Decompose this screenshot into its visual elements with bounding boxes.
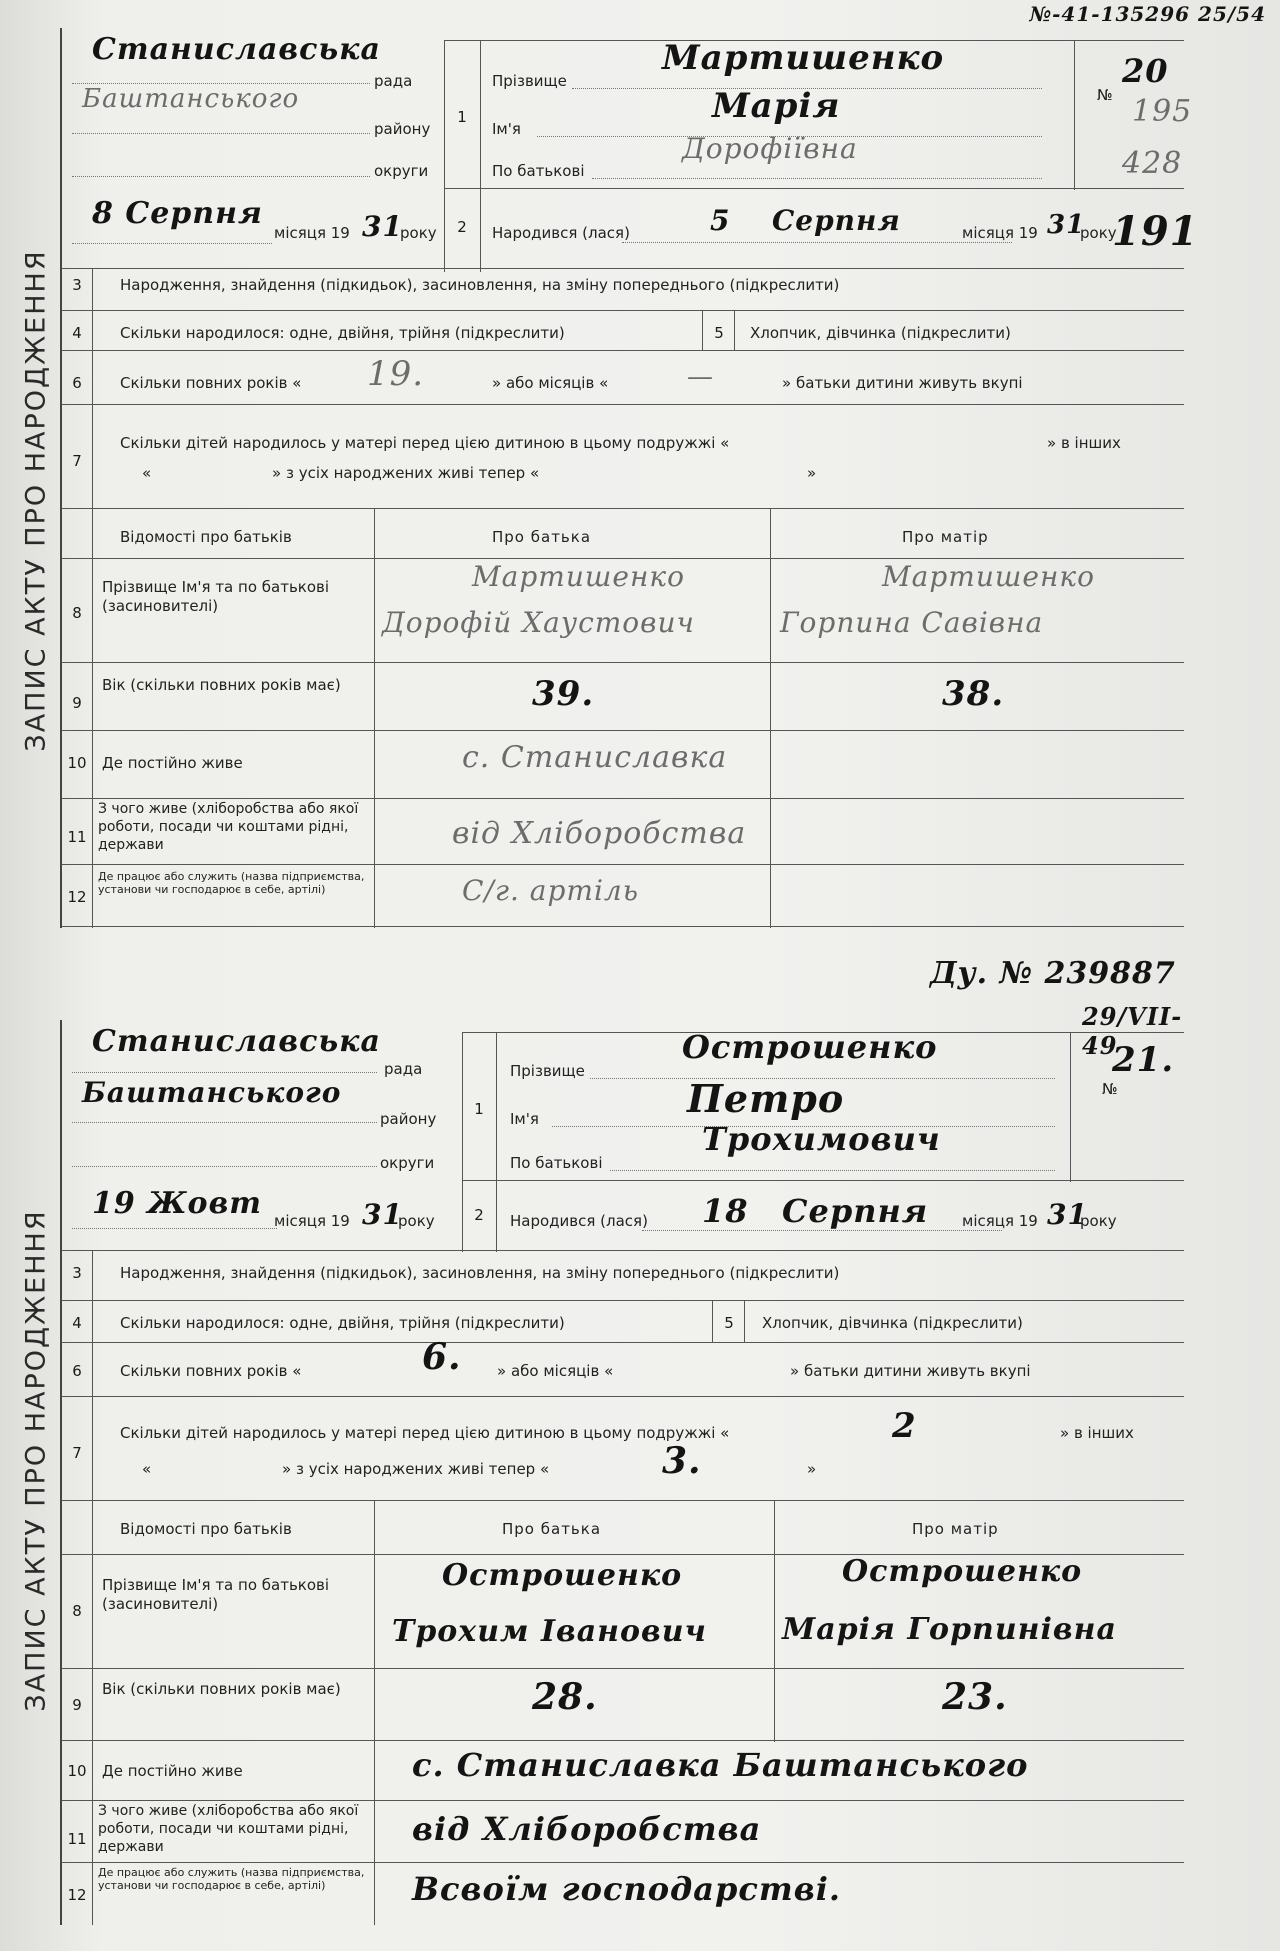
row10-label: Де постійно живе <box>102 1762 243 1780</box>
side-title-2: ЗАПИС АКТУ ПРО НАРОДЖЕННЯ <box>20 1208 52 1712</box>
patronymic-label: По батькові <box>510 1154 603 1172</box>
father-surname: Острошенко <box>442 1558 683 1593</box>
row7-label-a: Скільки дітей народилось у матері перед цією дитиною в цьому подружжі « <box>120 434 730 452</box>
row11-top <box>62 798 1184 799</box>
rada-value: Станиславська <box>92 1024 381 1059</box>
reg-year-value: 31 <box>362 210 403 243</box>
name-label: Ім'я <box>510 1110 539 1128</box>
surname-value: Мартишенко <box>662 38 945 78</box>
row12-label: Де працює або служить (назва підприємства, установи чи господарює в себе, артілі) <box>98 1866 365 1892</box>
row6-top <box>62 350 1184 351</box>
row9-top <box>62 662 1184 663</box>
born-label: Народився (лася) <box>510 1212 648 1230</box>
row-num-3: 3 <box>72 1264 82 1282</box>
row-num-10: 10 <box>67 754 87 772</box>
record1-bottom <box>62 926 1184 927</box>
parents-header-top <box>62 1500 1184 1501</box>
side-title-1: ЗАПИС АКТУ ПРО НАРОДЖЕННЯ <box>20 248 52 752</box>
row6-label-b: » або місяців « <box>497 1362 614 1380</box>
row-num-6: 6 <box>72 1362 82 1380</box>
row8-top <box>62 558 1184 559</box>
row12-top <box>62 1862 1184 1863</box>
patronymic-line <box>610 1170 1055 1171</box>
born-year-label: року <box>1080 224 1117 242</box>
mother-name: Марія Горпинівна <box>782 1612 1117 1647</box>
mother-surname: Острошенко <box>842 1554 1083 1589</box>
numcol-line <box>92 268 93 928</box>
row5-label: Хлопчик, дівчинка (підкреслити) <box>762 1314 1023 1332</box>
row-num-7: 7 <box>72 1444 82 1462</box>
row-num-7: 7 <box>72 452 82 470</box>
mother-surname: Мартишенко <box>882 560 1095 593</box>
mother-name: Горпина Савівна <box>780 606 1044 639</box>
col-split-2 <box>770 508 771 928</box>
numcol-line <box>92 1250 93 1925</box>
margin-note-2: 428 <box>1122 146 1183 181</box>
row7-label-b: » в інших <box>1047 434 1121 452</box>
rada-line <box>72 1072 377 1073</box>
archive-stamp: №-41-135296 25/54 <box>1029 2 1266 26</box>
born-year-value: 31 <box>1047 210 1086 240</box>
row5-split-b <box>744 1300 745 1342</box>
vline-hdr1 <box>444 40 445 272</box>
record-number: 21. <box>1112 1040 1175 1080</box>
row7-label-e: » <box>807 1460 817 1478</box>
vline-hdr2 <box>480 40 481 272</box>
row-num-6: 6 <box>72 374 82 392</box>
row6-label-a: Скільки повних років « <box>120 374 302 392</box>
born-line <box>642 1230 1002 1231</box>
row-num-2: 2 <box>457 218 467 236</box>
children-before-value: 2 <box>892 1406 917 1446</box>
col-father-label: Про батька <box>502 1520 602 1538</box>
number-note: 29/VII-49 <box>1082 1002 1183 1060</box>
row12-top <box>62 864 1184 865</box>
record-2 <box>60 1002 1184 1925</box>
patronymic-value: Дорофіївна <box>682 132 858 165</box>
born-month-value: Серпня <box>772 204 901 237</box>
col-father-label: Про батька <box>492 528 592 546</box>
workplace-value: Всвоїм господарстві. <box>412 1870 842 1908</box>
row-num-8: 8 <box>72 1602 82 1620</box>
row3-label: Народження, знайдення (підкидьок), засиновлення, на зміну попереднього (підкреслити) <box>120 1264 840 1282</box>
patronymic-line <box>592 178 1042 179</box>
reg-year-label: року <box>400 224 437 242</box>
row5-label: Хлопчик, дівчинка (підкреслити) <box>750 324 1011 342</box>
born-month-label: місяця 19 <box>962 1212 1038 1230</box>
born-year-value: 31 <box>1047 1198 1088 1231</box>
vline-numcol <box>1070 1032 1071 1182</box>
record-1 <box>60 28 1199 928</box>
row-num-4: 4 <box>72 324 82 342</box>
row5-split-a <box>712 1300 713 1342</box>
okruha-line <box>72 176 370 177</box>
row4-label: Скільки народилося: одне, двійня, трійня (підкреслити) <box>120 1314 565 1332</box>
col-split-2 <box>774 1500 775 1742</box>
row7-label-a: Скільки дітей народилось у матері перед цією дитиною в цьому подружжі « <box>120 1424 730 1442</box>
raion-value: Баштанського <box>82 84 300 114</box>
row8-label: Прізвище Ім'я та по батькові (засиновителі) <box>102 578 330 615</box>
row10-top <box>62 730 1184 731</box>
reg-date-value: 8 Серпня <box>92 196 263 231</box>
father-surname: Мартишенко <box>472 560 685 593</box>
row-num-9: 9 <box>72 1696 82 1714</box>
born-month-label: місяця 19 <box>962 224 1038 242</box>
livelihood-value: від Хліборобства <box>412 1810 762 1848</box>
row4-top <box>62 310 1184 311</box>
row-num-12: 12 <box>67 888 87 906</box>
row5-split-a <box>702 310 703 350</box>
row-num-11: 11 <box>67 828 87 846</box>
born-line <box>622 242 1012 243</box>
patronymic-label: По батькові <box>492 162 585 180</box>
number-label: № <box>1097 86 1113 104</box>
surname-label: Прізвище <box>492 72 567 90</box>
row11-top <box>62 1800 1184 1801</box>
children-alive-value: 3. <box>662 1440 702 1482</box>
row-num-5: 5 <box>724 1314 734 1332</box>
vline-hdr2 <box>496 1032 497 1252</box>
row11-label: З чого живе (хліборобства або якої роботи, посади чи коштами рідні, держави <box>98 801 359 853</box>
row7-label-c: « <box>142 464 152 482</box>
reg-month-label: місяця 19 <box>274 1212 350 1230</box>
divider-note: Ду. № 239887 <box>930 956 1176 991</box>
okruha-line <box>72 1166 377 1167</box>
okruha-label: округи <box>380 1154 435 1172</box>
row6-label-c: » батьки дитини живуть вкупі <box>790 1362 1031 1380</box>
name-label: Ім'я <box>492 120 521 138</box>
row9-label: Вік (скільки повних років має) <box>102 676 341 694</box>
row7-label-b: » в інших <box>1060 1424 1134 1442</box>
reg-date-value: 19 Жовт <box>92 1186 263 1221</box>
hdr-divider <box>444 188 1184 189</box>
row7-label-e: » <box>807 464 817 482</box>
row5-split-b <box>734 310 735 350</box>
row10-top <box>62 1740 1184 1741</box>
patronymic-value: Трохимович <box>702 1120 941 1158</box>
parents-header-top <box>62 508 1184 509</box>
row-num-2: 2 <box>474 1206 484 1224</box>
row12-label: Де працює або служить (назва підприємства, установи чи господарює в себе, артілі) <box>98 870 365 896</box>
rada-label: рада <box>374 72 413 90</box>
row4-top <box>62 1300 1184 1301</box>
mother-age: 38. <box>942 674 1005 714</box>
row8-label: Прізвище Ім'я та по батькові (засиновителі) <box>102 1576 330 1613</box>
raion-value: Баштанського <box>82 1076 342 1109</box>
row9-top <box>62 1668 1184 1669</box>
years-together-value: 19. <box>367 354 425 394</box>
residence-value: с. Станиславка Баштанського <box>412 1746 1029 1784</box>
father-age: 39. <box>532 674 595 714</box>
row3-top <box>62 268 1184 269</box>
name-value: Марія <box>712 86 841 126</box>
col-split-1 <box>374 508 375 928</box>
row-num-5: 5 <box>714 324 724 342</box>
workplace-value: С/г. артіль <box>462 874 640 907</box>
row11-label: З чого живе (хліборобства або якої роботи, посади чи коштами рідні, держави <box>98 1803 359 1855</box>
born-label: Народився (лася) <box>492 224 630 242</box>
row-num-10: 10 <box>67 1762 87 1780</box>
row4-label: Скільки народилося: одне, двійня, трійня (підкреслити) <box>120 324 565 342</box>
row-num-9: 9 <box>72 694 82 712</box>
raion-label: району <box>380 1110 437 1128</box>
record-number: 20 <box>1122 52 1169 90</box>
months-together-value: — <box>687 362 714 392</box>
row-num-3: 3 <box>72 276 82 294</box>
raion-label: району <box>374 120 431 138</box>
rada-value: Станиславська <box>92 32 381 67</box>
born-year-label: року <box>1080 1212 1117 1230</box>
vline-hdr1 <box>462 1032 463 1252</box>
rada-label: рада <box>384 1060 423 1078</box>
row7-label-d: » з усіх народжених живі тепер « <box>272 464 540 482</box>
col-mother-label: Про матір <box>912 1520 999 1538</box>
reg-date-line <box>72 243 272 244</box>
raion-line <box>72 1122 377 1123</box>
margin-note-3: 191 <box>1112 208 1199 255</box>
row9-label: Вік (скільки повних років має) <box>102 1680 341 1698</box>
row-num-12: 12 <box>67 1886 87 1904</box>
row7-label-d: » з усіх народжених живі тепер « <box>282 1460 550 1478</box>
surname-label: Прізвище <box>510 1062 585 1080</box>
col-mother-label: Про матір <box>902 528 989 546</box>
years-together-value: 6. <box>422 1336 462 1378</box>
father-name: Трохим Іванович <box>392 1614 707 1649</box>
name-value: Петро <box>687 1076 845 1121</box>
row6-label-a: Скільки повних років « <box>120 1362 302 1380</box>
mother-age: 23. <box>942 1676 1008 1718</box>
row-num-1: 1 <box>474 1100 484 1118</box>
row6-label-b: » або місяців « <box>492 374 609 392</box>
reg-date-line <box>72 1228 277 1229</box>
livelihood-value: від Хліборобства <box>452 816 747 851</box>
reg-year-value: 31 <box>362 1198 403 1231</box>
row7-top <box>62 1396 1184 1397</box>
born-day-value: 5 <box>710 204 731 237</box>
born-day-value: 18 <box>702 1192 749 1230</box>
row6-label-c: » батьки дитини живуть вкупі <box>782 374 1023 392</box>
row10-label: Де постійно живе <box>102 754 243 772</box>
born-month-value: Серпня <box>782 1192 929 1230</box>
row3-top <box>62 1250 1184 1251</box>
reg-month-label: місяця 19 <box>274 224 350 242</box>
surname-value: Острошенко <box>682 1028 938 1066</box>
row7-top <box>62 404 1184 405</box>
col-parents-label: Відомості про батьків <box>120 1520 292 1538</box>
okruha-label: округи <box>374 162 429 180</box>
margin-note-1: 195 <box>1132 94 1193 129</box>
number-label: № <box>1102 1080 1118 1098</box>
reg-year-label: року <box>398 1212 435 1230</box>
row7-label-c: « <box>142 1460 152 1478</box>
father-name: Дорофій Хаустович <box>382 606 695 639</box>
col-parents-label: Відомості про батьків <box>120 528 292 546</box>
row3-label: Народження, знайдення (підкидьок), засиновлення, на зміну попереднього (підкреслити) <box>120 276 840 294</box>
residence-value: с. Станиславка <box>462 740 728 775</box>
row-num-4: 4 <box>72 1314 82 1332</box>
row-num-11: 11 <box>67 1830 87 1848</box>
row6-top <box>62 1342 1184 1343</box>
vline-numcol <box>1074 40 1075 190</box>
father-age: 28. <box>532 1676 598 1718</box>
row-num-1: 1 <box>457 108 467 126</box>
row-num-8: 8 <box>72 604 82 622</box>
hdr-divider <box>462 1180 1184 1181</box>
raion-line <box>72 133 370 134</box>
